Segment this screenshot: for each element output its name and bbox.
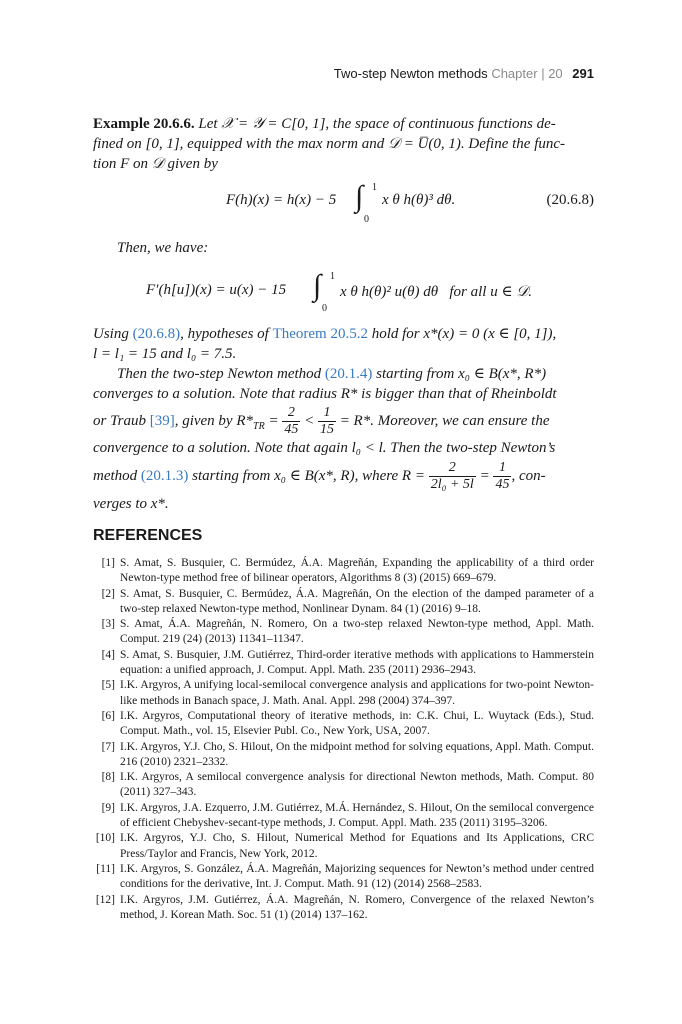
- p2-text-c: or Traub: [93, 413, 146, 429]
- reference-number: [12]: [95, 893, 115, 906]
- link-eq-20-1-4[interactable]: (20.1.4): [324, 366, 373, 382]
- reference-text: I.K. Argyros, Y.J. Cho, S. Hilout, Numerical Method for Equations and Its Applications, CRC Press/Taylor and Francis, New York, 2012.: [120, 832, 594, 860]
- p2-line4: convergence to a solution. Note that again l₀ < l. Then the two-step Newton’s: [93, 440, 556, 456]
- fraction-2-45: [282, 405, 300, 438]
- reference-number: [2]: [101, 587, 115, 600]
- header-separator: |: [541, 66, 545, 81]
- fraction-1-15: [318, 405, 336, 438]
- link-ref-39[interactable]: [39]: [149, 413, 175, 429]
- reference-item: [93, 862, 594, 893]
- p2-text-g: starting from x₀ ∈ B(x*, R), where R =: [192, 468, 425, 484]
- page-number: 291: [572, 66, 594, 81]
- frac-numerator: 2: [282, 405, 300, 422]
- frac-numerator: 1: [318, 405, 336, 422]
- integral-upper-limit: 1: [372, 182, 377, 193]
- reference-text: I.K. Argyros, Y.J. Cho, S. Hilout, On the midpoint method for solving equations, Appl. Math. Comput. 216 (2010) 2321–2332.: [120, 740, 594, 768]
- reference-item: [93, 587, 594, 618]
- reference-text: I.K. Argyros, A unifying local-semilocal convergence analysis and applications for two-point Newton-like methods in Banach space, J. Math. Anal. Appl. 298 (2004) 374–397.: [120, 679, 594, 707]
- example-label: Example 20.6.6.: [93, 116, 195, 132]
- eq1-integrand: x θ h(θ)³ dθ.: [382, 192, 456, 208]
- integral-sign: ∫: [355, 180, 364, 213]
- reference-text: I.K. Argyros, A semilocal convergence analysis for directional Newton methods, Math. Comput. 80 (2011) 327–343.: [120, 771, 594, 799]
- link-eq-20-6-8[interactable]: (20.6.8): [132, 326, 181, 342]
- fraction-1-45: [493, 460, 511, 493]
- reference-text: I.K. Argyros, J.M. Gutiérrez, Á.A. Magreñán, N. Romero, Convergence of the relaxed Newton’s method, J. Korean Math. Soc. 51 (1) (2014) 137–162.: [120, 893, 594, 921]
- integral-upper-limit: 1: [330, 271, 335, 282]
- p1-text-a: Using: [93, 326, 129, 342]
- reference-text: I.K. Argyros, J.A. Ezquerro, J.M. Gutiérrez, M.Á. Hernández, S. Hilout, On the semilocal convergence of efficient Chebyshev-secant-type methods, J. Comput. Appl. Math. 235 (2011) 3195–3206.: [120, 801, 594, 830]
- p2-line5: method (20.1.3) starting from x₀ ∈ B(x*, R), where R = $\frac{2}{\text{2l₀ + 5l}}$ = $\frac{1}{45}$ , con-: [93, 460, 546, 493]
- reference-list: [93, 556, 594, 923]
- reference-number: [1]: [101, 557, 115, 569]
- header-chapter-number: 20: [548, 66, 563, 81]
- p1-text-c: hold for x*(x) = 0 (x ∈ [0, 1]),: [371, 326, 557, 342]
- references-heading: REFERENCES: [93, 527, 203, 544]
- reference-item: [93, 831, 594, 862]
- frac-numerator: 1: [493, 460, 511, 477]
- reference-number: [8]: [101, 771, 115, 784]
- frac-denominator: 45: [284, 422, 299, 438]
- p1-text-b: , hypotheses of: [180, 326, 269, 342]
- frac-denominator: 15: [319, 422, 334, 438]
- then-text: Then, we have:: [117, 240, 209, 256]
- p2-text-d: , given by R*: [174, 413, 254, 429]
- reference-text: S. Amat, S. Busquier, C. Bermúdez, Á.A. Magreñán, Expanding the applicability of a third order Newton-type method free of bilinear operators, Algorithms 8 (3) (2015) 669–679.: [120, 557, 594, 585]
- eq2-lhs: F′(h[u])(x) = u(x) − 15: [146, 282, 287, 298]
- reference-item: [93, 678, 594, 709]
- p2-line3: or Traub [39], given by $R*_{TR}$ = $\frac{2}{45}$ < $\frac{1}{15}$ = R*. Moreover, we can ensure the: [93, 405, 550, 438]
- example-statement: [93, 114, 594, 174]
- reference-number: [10]: [95, 832, 115, 845]
- example-intro-line2: fined on [0, 1], equipped with the max norm and 𝒟 = U̅(0, 1). Define the func-: [93, 136, 566, 152]
- integral-lower-limit: 0: [322, 303, 327, 314]
- frac-denominator: 2l₀ + 5l: [430, 477, 474, 493]
- p2-text-a: Then the two-step Newton method: [117, 366, 322, 382]
- reference-item: [93, 740, 594, 771]
- p2-text-f: method: [93, 468, 138, 484]
- reference-item: [93, 556, 594, 587]
- link-theorem-20-5-2[interactable]: Theorem 20.5.2: [272, 326, 368, 342]
- integral-sign: ∫: [313, 269, 322, 302]
- reference-item: [93, 617, 594, 648]
- p2-line6: verges to x*.: [93, 496, 169, 512]
- p2-line1: [93, 364, 594, 384]
- p2-text-h: , con-: [511, 468, 546, 484]
- p2-subscript-tr: TR: [253, 421, 265, 432]
- p2-text-e: = R*. Moreover, we can ensure the: [339, 413, 550, 429]
- reference-item: [93, 648, 594, 679]
- eq2-integrand: x θ h(θ)² u(θ) dθ for all u ∈ 𝒟.: [340, 284, 533, 300]
- p1-line2: l = l₁ = 15 and l₀ = 7.5.: [93, 346, 237, 362]
- header-title: Two-step Newton methods: [333, 66, 488, 81]
- reference-number: [6]: [101, 709, 115, 722]
- paragraph-convergence: [93, 364, 594, 514]
- p2-line2: converges to a solution. Note that radius R* is bigger than that of Rheinboldt: [93, 386, 557, 402]
- p2-text-b: starting from x₀ ∈ B(x*, R*): [376, 366, 547, 382]
- reference-number: [4]: [101, 648, 115, 661]
- reference-text: S. Amat, S. Busquier, J.M. Gutiérrez, Third-order iterative methods with applications to Hammerstein equation: a unified approach, J. Comput. Appl. Math. 235 (2011) 2936–2943.: [120, 648, 594, 677]
- reference-item: [93, 801, 594, 832]
- reference-number: [5]: [101, 679, 115, 692]
- frac-numerator: 2: [429, 460, 476, 477]
- paragraph-hypotheses: [93, 324, 594, 364]
- reference-number: [11]: [96, 862, 115, 875]
- fraction-r: [429, 460, 476, 493]
- reference-item: [93, 893, 594, 924]
- running-header: [334, 66, 594, 81]
- reference-text: S. Amat, Á.A. Magreñán, N. Romero, On a two-step relaxed Newton-type method, Appl. Math. Comput. 219 (24) (2013) 11341–11347.: [120, 618, 594, 646]
- reference-item: [93, 770, 594, 801]
- reference-number: [9]: [101, 801, 115, 814]
- reference-text: I.K. Argyros, Computational theory of iterative methods, in: C.K. Chui, L. Wuytack (Eds.), Stud. Comput. Math., vol. 15, Elsevier Publ. Co., New York, USA, 2007.: [120, 709, 594, 738]
- header-chapter: Chapter: [491, 66, 538, 81]
- example-intro-line1: Let 𝒳 = 𝒴 = C[0, 1], the space of continuous functions de-: [198, 116, 556, 132]
- example-intro-line3: tion F on 𝒟 given by: [93, 156, 218, 172]
- reference-number: [7]: [101, 740, 115, 753]
- reference-text: S. Amat, S. Busquier, C. Bermúdez, Á.A. Magreñán, On the election of the damped parameter of a two-step relaxed Newton-type method, Nonlinear Dynam. 84 (1) (2016) 9–18.: [120, 587, 594, 615]
- reference-text: I.K. Argyros, S. González, Á.A. Magreñán, Majorizing sequences for Newton’s method under centred conditions for the derivative, Int. J. Comput. Math. 91 (12) (2014) 2568–2583.: [120, 862, 594, 891]
- eq1-lhs: F(h)(x) = h(x) − 5: [226, 192, 337, 208]
- equation-number: (20.6.8): [546, 192, 594, 208]
- reference-number: [3]: [101, 618, 115, 631]
- reference-item: [93, 709, 594, 740]
- frac-denominator: 45: [495, 477, 510, 493]
- link-eq-20-1-3[interactable]: (20.1.3): [140, 468, 189, 484]
- integral-lower-limit: 0: [364, 214, 369, 225]
